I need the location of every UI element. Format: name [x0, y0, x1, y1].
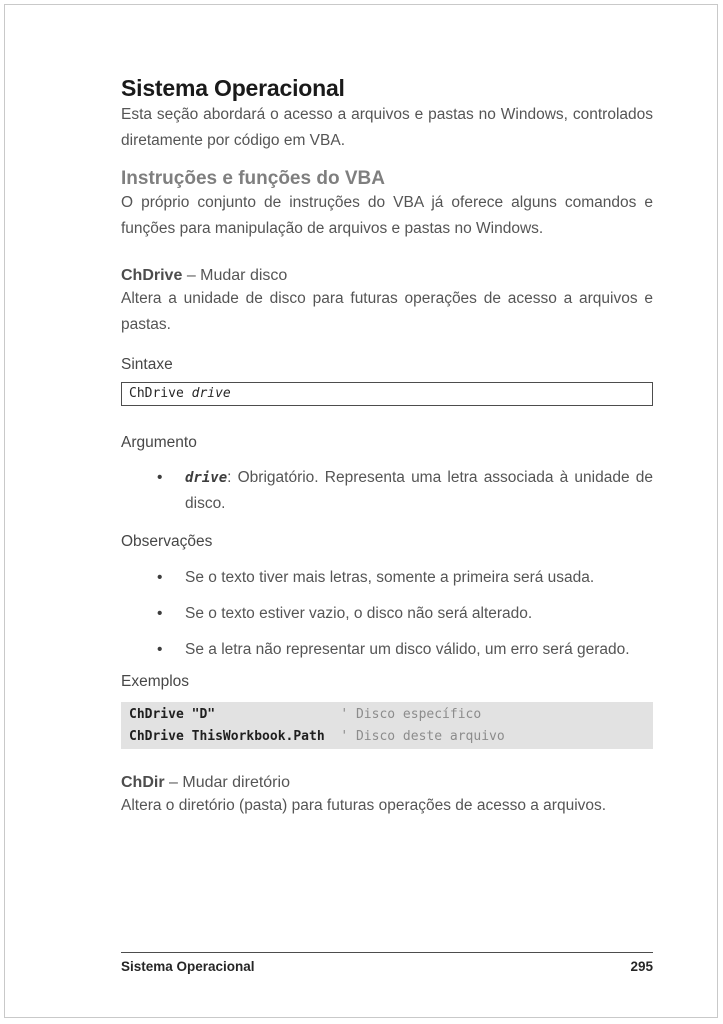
footer-section-title: Sistema Operacional	[121, 959, 255, 974]
note-item: • Se o texto tiver mais letras, somente a primeira será usada.	[121, 565, 653, 591]
code-statement: ChDrive ThisWorkbook.Path	[129, 728, 325, 744]
argument-item	[121, 465, 653, 517]
document-page	[4, 4, 718, 1018]
code-comment: ' Disco específico	[340, 707, 482, 722]
section-paragraph-vba: O próprio conjunto de instruções do VBA já oferece alguns comandos e funções para manipulação de arquivos e pastas no Windows.	[121, 194, 653, 237]
page-footer	[121, 952, 653, 974]
notes-label: Observações	[121, 533, 213, 550]
examples-code-block	[121, 702, 653, 749]
code-line	[129, 726, 645, 748]
page-title: Sistema Operacional	[121, 75, 345, 101]
chdir-heading	[121, 773, 653, 793]
code-statement: ChDrive "D"	[129, 707, 216, 722]
page-content	[121, 75, 653, 819]
syntax-argument: drive	[191, 386, 231, 401]
chdir-description: Altera o diretório (pasta) para futuras operações de acesso a arquivos.	[121, 797, 607, 814]
argument-list	[121, 465, 653, 517]
note-item: • Se a letra não representar um disco válido, um erro será gerado.	[121, 637, 653, 663]
chdir-command-subtitle: – Mudar diretório	[169, 774, 290, 791]
chdrive-heading	[121, 266, 653, 286]
argument-term: drive	[185, 470, 228, 486]
notes-list	[121, 565, 653, 663]
code-line	[129, 704, 645, 726]
syntax-keyword: ChDrive	[129, 386, 184, 401]
note-item: • Se o texto estiver vazio, o disco não será alterado.	[121, 601, 653, 627]
chdrive-command-subtitle: – Mudar disco	[186, 267, 288, 284]
footer-page-number: 295	[630, 959, 653, 974]
chdir-command-name: ChDir	[121, 774, 165, 791]
code-comment: ' Disco deste arquivo	[340, 728, 505, 744]
argument-label: Argumento	[121, 434, 197, 451]
section-heading-vba: Instruções e funções do VBA	[121, 168, 385, 189]
chdrive-command-name: ChDrive	[121, 267, 183, 284]
syntax-box	[121, 382, 653, 406]
syntax-label: Sintaxe	[121, 356, 173, 373]
intro-paragraph: Esta seção abordará o acesso a arquivos e pastas no Windows, controlados diretamente por código em VBA.	[121, 106, 653, 149]
examples-label: Exemplos	[121, 673, 190, 690]
argument-description: : Obrigatório. Representa uma letra associada à unidade de disco.	[185, 469, 653, 512]
chdrive-description: Altera a unidade de disco para futuras operações de acesso a arquivos e pastas.	[121, 290, 653, 333]
